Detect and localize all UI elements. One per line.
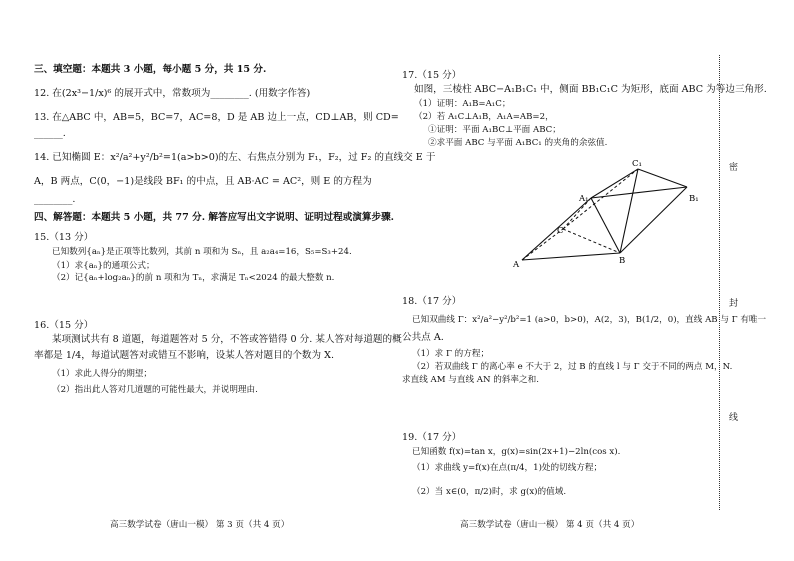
margin-label-mi: 密 <box>729 163 739 173</box>
section4-heading: 四、解答题：本题共 5 小题，共 77 分. 解答应写出文字说明、证明过程或演算步骤. <box>34 212 394 223</box>
prism-figure <box>505 155 705 270</box>
question-17-part2: （2）若 A₁C⊥A₁B，A₁A=AB=2， <box>414 112 554 122</box>
question-19-head: 19.（17 分） <box>402 432 462 443</box>
edge-B-B1 <box>620 187 687 253</box>
label-B: B <box>619 256 626 266</box>
question-17-part2-i: ①证明：平面 A₁BC⊥平面 ABC； <box>428 125 561 135</box>
question-19-stem: 已知函数 f(x)=tan x，g(x)=sin(2x+1)−2ln(cos x). <box>412 447 621 457</box>
binding-line <box>719 55 720 510</box>
question-16-stem1: 某项测试共有 8 道题，每道题答对 5 分，不答或答错得 0 分. 某人答对每道题的概 <box>52 334 402 345</box>
question-18-part1: （1）求 Γ 的方程； <box>412 349 490 359</box>
question-15-stem: 已知数列{aₙ}是正项等比数列，其前 n 项和为 Sₙ，且 a₂a₄=16，S₅=S₃+24. <box>52 247 352 257</box>
question-16-stem2: 率都是 1/4，每道试题答对或错互不影响，设某人答对题目的个数为 X. <box>34 350 335 361</box>
label-C: C <box>557 226 564 236</box>
label-A: A <box>513 260 520 270</box>
question-19-part2: （2）当 x∈(0，π/2)时，求 g(x)的值域. <box>412 487 567 497</box>
question-16-part2: （2）指出此人答对几道题的可能性最大，并说明理由. <box>52 385 258 395</box>
question-17-part2-ii: ②求平面 ABC 与平面 A₁BC₁ 的夹角的余弦值. <box>428 138 608 148</box>
question-15-part2: （2）记{aₙ+log₂aₙ}的前 n 项和为 Tₙ，求满足 Tₙ<2024 的最大整数 n. <box>52 273 335 283</box>
edge-C1-B1 <box>638 169 687 187</box>
question-18-head: 18.（17 分） <box>402 296 462 307</box>
question-17-head: 17.（15 分） <box>402 70 462 81</box>
question-15-part1: （1）求{aₙ}的通项公式； <box>52 261 155 271</box>
question-14-line3: ________. <box>34 194 76 205</box>
edge-A1-B <box>591 198 620 253</box>
question-17-part1: （1）证明：A₁B=A₁C； <box>414 99 511 109</box>
label-C1: C₁ <box>632 159 642 169</box>
edge-C-B <box>563 229 620 253</box>
left-footer: 高三数学试卷（唐山一模） 第 3 页（共 4 页） <box>110 520 290 530</box>
question-15-head: 15.（13 分） <box>34 232 94 243</box>
label-B1: B₁ <box>689 194 699 204</box>
question-13-line2: ______. <box>34 128 66 139</box>
margin-label-feng: 封 <box>729 299 739 309</box>
question-13-line1: 13. 在△ABC 中，AB=5，BC=7，AC=8，D 是 AB 边上一点，CD⊥AB，则 CD= <box>34 112 399 123</box>
question-14-line2: A，B 两点，C(0，−1)是线段 BF₁ 的中点，且 AB·AC = AC²，则 E 的方程为 <box>34 176 372 187</box>
margin-label-xian: 线 <box>729 413 739 423</box>
question-18-part2-line2: 求直线 AM 与直线 AN 的斜率之和. <box>402 375 539 385</box>
question-16-part1: （1）求此人得分的期望； <box>52 369 152 379</box>
label-A1: A₁ <box>579 194 589 204</box>
question-18-stem1: 已知双曲线 Γ：x²/a²−y²/b²=1 (a>0，b>0)，A(2，3)，B(1/2，0)，直线 AB 与 Γ 有唯一 <box>412 315 767 325</box>
question-17-stem: 如图，三棱柱 ABC−A₁B₁C₁ 中，侧面 BB₁C₁C 为矩形，底面 ABC 为等边三角形. <box>414 84 767 95</box>
question-16-head: 16.（15 分） <box>34 320 94 331</box>
edge-A-B <box>522 253 620 260</box>
question-14-line1: 14. 已知椭圆 E：x²/a²+y²/b²=1(a>b>0)的左、右焦点分别为 F₁，F₂，过 F₂ 的直线交 E 于 <box>34 152 436 163</box>
question-18-stem2: 公共点 A. <box>402 332 444 343</box>
edge-C1-B <box>620 169 638 253</box>
right-footer: 高三数学试卷（唐山一模） 第 4 页（共 4 页） <box>460 520 640 530</box>
question-18-part2-line1: （2）若双曲线 Γ 的离心率 e 不大于 2，过 B 的直线 l 与 Γ 交于不同的两点 M，N. <box>412 362 733 372</box>
question-19-part1: （1）求曲线 y=f(x)在点(π/4，1)处的切线方程； <box>412 463 603 473</box>
question-12: 12. 在(2x³−1/x)⁶ 的展开式中，常数项为________. (用数字作答) <box>34 88 311 99</box>
section3-heading: 三、填空题：本题共 3 小题，每小题 5 分，共 15 分. <box>34 64 267 75</box>
